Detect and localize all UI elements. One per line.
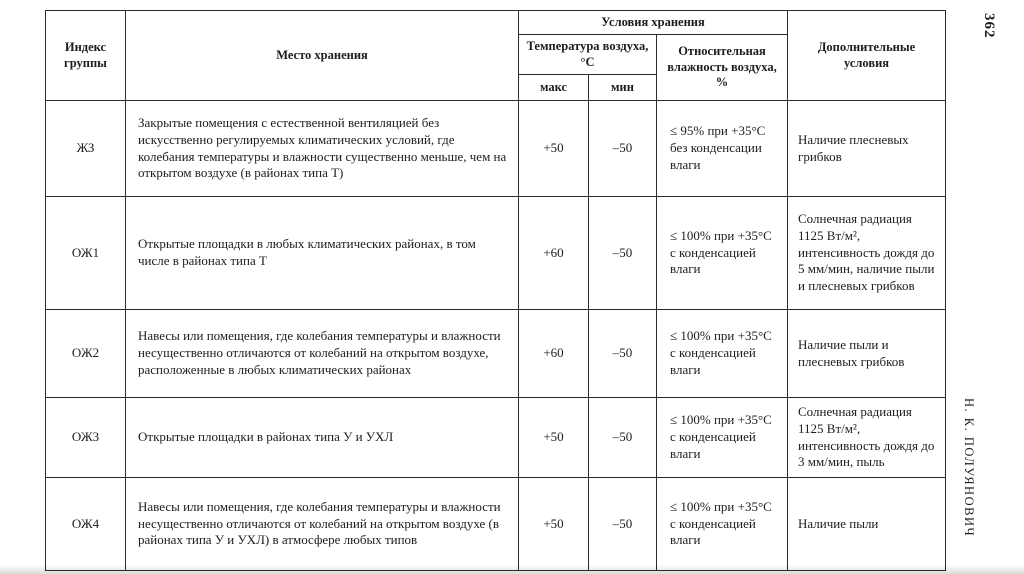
header-storage-conditions: Условия хранения [519,11,788,35]
cell-humidity: ≤ 100% при +35°С с конденсацией влаги [657,478,788,571]
cell-storage-place: Навесы или помещения, где колебания температуры и влажности несущественно отличаются от колебаний на открытом воздухе (в районах типа У и УХЛ) в атмосфере любых типов [126,478,519,571]
cell-humidity: ≤ 95% при +35°С без конденсации влаги [657,101,788,197]
cell-temp-max: +60 [519,310,589,398]
cell-humidity: ≤ 100% при +35°С с конденсацией влаги [657,310,788,398]
cell-additional-conditions: Наличие плесневых грибков [788,101,946,197]
cell-storage-place: Навесы или помещения, где колебания температуры и влажности несущественно отличаются от колебаний на открытом воздухе, расположенные в любых климатических районах [126,310,519,398]
table-row [46,398,946,478]
cell-temp-min: –50 [589,197,657,310]
table-row [46,197,946,310]
cell-storage-place: Закрытые помещения с естественной вентиляцией без искусственно регулируемых климатических условий, где колебания температуры и влажности существенно меньше, чем на открытом воздухе (в районах типа Т) [126,101,519,197]
cell-temp-max: +50 [519,101,589,197]
header-additional-conditions: Дополнительные условия [788,11,946,101]
table-row [46,101,946,197]
cell-humidity: ≤ 100% при +35°С с конденсацией влаги [657,398,788,478]
header-humidity: Относительная влажность воздуха, % [657,35,788,101]
cell-temp-max: +60 [519,197,589,310]
cell-temp-min: –50 [589,478,657,571]
cell-temp-max: +50 [519,398,589,478]
cell-group-index: ОЖ4 [46,478,126,571]
cell-temp-min: –50 [589,101,657,197]
table-header [46,11,946,101]
cell-additional-conditions: Наличие пыли [788,478,946,571]
cell-additional-conditions: Солнечная радиация 1125 Вт/м², интенсивность дождя до 3 мм/мин, пыль [788,398,946,478]
cell-additional-conditions: Солнечная радиация 1125 Вт/м², интенсивность дождя до 5 мм/мин, наличие пыли и плесневых грибков [788,197,946,310]
header-row-1 [46,11,946,35]
cell-temp-max: +50 [519,478,589,571]
cell-group-index: ЖЗ [46,101,126,197]
cell-temp-min: –50 [589,398,657,478]
cell-temp-min: –50 [589,310,657,398]
author-name-sidebar: Н. К. ПОЛУЯНОВИЧ [962,398,976,538]
header-temperature: Температура воздуха, °С [519,35,657,75]
header-storage-place: Место хранения [126,11,519,101]
table-row [46,310,946,398]
cell-storage-place: Открытые площадки в районах типа У и УХЛ [126,398,519,478]
cell-group-index: ОЖ2 [46,310,126,398]
page-scan-shadow [0,565,1024,574]
cell-humidity: ≤ 100% при +35°С с конденсацией влаги [657,197,788,310]
header-temp-max: макс [519,75,589,101]
table-row [46,478,946,571]
header-group-index: Индекс группы [46,11,126,101]
cell-storage-place: Открытые площадки в любых климатических районах, в том числе в районах типа Т [126,197,519,310]
storage-conditions-table [45,10,946,571]
cell-group-index: ОЖ3 [46,398,126,478]
cell-additional-conditions: Наличие пыли и плесневых грибков [788,310,946,398]
header-temp-min: мин [589,75,657,101]
cell-group-index: ОЖ1 [46,197,126,310]
page-number: 362 [981,13,997,39]
table-body [46,101,946,571]
